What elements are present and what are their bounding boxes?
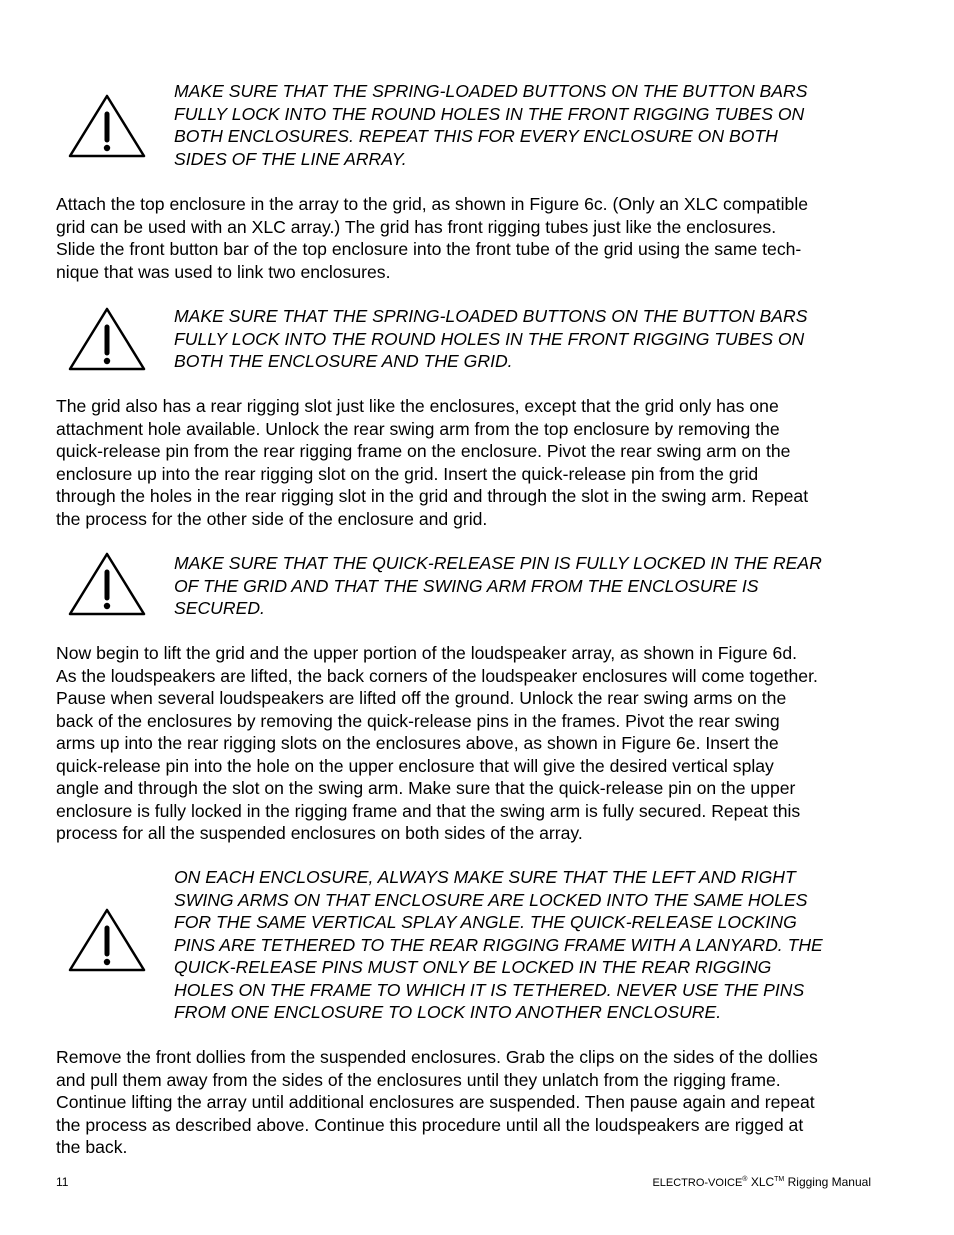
- warning-triangle-icon: [62, 904, 152, 976]
- warning-text: MAKE SURE THAT THE SPRING-LOADED BUTTONS ON THE BUTTON BARS FULLY LOCK INTO THE ROUND HOLES IN THE FRONT RIGGING TUBES ON BOTH THE ENCLOSURE AND THE GRID.: [174, 306, 808, 371]
- warning-block: [56, 305, 886, 375]
- body-paragraph: Now begin to lift the grid and the upper portion of the loudspeaker array, as shown in Figure 6d. As the loudspeakers are lifted, the back corners of the loudspeaker enclosures will come together. Pause when several loudspeakers are lifted off the ground. Unlock the rear swing arms on the back of the enclosures by removing the quick-release pins in the frames. Pivot the rear swing arms up into the rear rigging slots on the enclosures above, as shown in Figure 6e. Insert the quick-release pin into the hole on the upper enclosure that will give the desired vertical splay angle and through the slot on the swing arm. Make sure that the quick-release pin on the upper enclosure is fully locked in the rigging frame and that the swing arm is fully secured. Repeat this process for all the suspended enclosures on both sides of the array.: [56, 643, 818, 843]
- manual-title: [652, 1175, 871, 1189]
- trademark-mark: TM: [774, 1176, 785, 1183]
- body-paragraph: The grid also has a rear rigging slot just like the enclosures, except that the grid only has one attachment hole available. Unlock the rear swing arm from the top enclosure by removing the quick-release pin from the rear rigging frame on the enclosure. Pivot the rear swing arm on the enclosure up into the rear rigging slot on the grid. Insert the quick-release pin from the grid through the holes in the rear rigging slot in the grid and through the slot in the swing arm. Repeat the process for the other side of the enclosure and grid.: [56, 396, 809, 529]
- warning-text: MAKE SURE THAT THE SPRING-LOADED BUTTONS ON THE BUTTON BARS FULLY LOCK INTO THE ROUND HOLES IN THE FRONT RIGGING TUBES ON BOTH ENCLOSURES. REPEAT THIS FOR EVERY ENCLOSURE ON BOTH SIDES OF THE LINE ARRAY.: [174, 81, 808, 169]
- warning-block: [56, 866, 886, 1026]
- warning-triangle-icon: [62, 548, 152, 620]
- warning-triangle-icon: [62, 90, 152, 162]
- product-name: XLC: [750, 1175, 775, 1189]
- page-number: 11: [56, 1175, 69, 1189]
- warning-block: [56, 80, 886, 172]
- brand-name: ELECTRO-VOICE: [652, 1177, 743, 1189]
- page-footer: [56, 1175, 871, 1193]
- warning-text: MAKE SURE THAT THE QUICK-RELEASE PIN IS FULLY LOCKED IN THE REAR OF THE GRID AND THAT THE SWING ARM FROM THE ENCLOSURE IS SECURED.: [174, 553, 822, 618]
- body-paragraph: Attach the top enclosure in the array to the grid, as shown in Figure 6c. (Only an XLC compatible grid can be used with an XLC array.) The grid has front rigging tubes just like the enclosures. Slide the front button bar of the top enclosure into the front tube of the grid using the same tech- nique that was used to link two enclosures.: [56, 194, 809, 282]
- warning-triangle-icon: [62, 303, 152, 375]
- registered-mark: ®: [742, 1176, 748, 1183]
- warning-block: [56, 552, 886, 622]
- manual-name: Rigging Manual: [787, 1175, 871, 1189]
- body-paragraph: Remove the front dollies from the suspended enclosures. Grab the clips on the sides of the dollies and pull them away from the sides of the enclosures until they unlatch from the rigging frame. Continue lifting the array until additional enclosures are suspended. Then pause again and repeat the process as described above. Continue this procedure until all the loudspeakers are rigged at the back.: [56, 1047, 818, 1157]
- warning-text: ON EACH ENCLOSURE, ALWAYS MAKE SURE THAT THE LEFT AND RIGHT SWING ARMS ON THAT ENCLOSURE ARE LOCKED INTO THE SAME HOLES FOR THE SAME VERTICAL SPLAY ANGLE. THE QUICK-RELEASE LOCKING PINS ARE TETHERED TO THE REAR RIGGING FRAME WITH A LANYARD. THE QUICK-RELEASE PINS MUST ONLY BE LOCKED IN THE REAR RIGGING HOLES ON THE FRAME TO WHICH IT IS TETHERED. NEVER USE THE PINS FROM ONE ENCLOSURE TO LOCK INTO ANOTHER ENCLOSURE.: [174, 867, 823, 1022]
